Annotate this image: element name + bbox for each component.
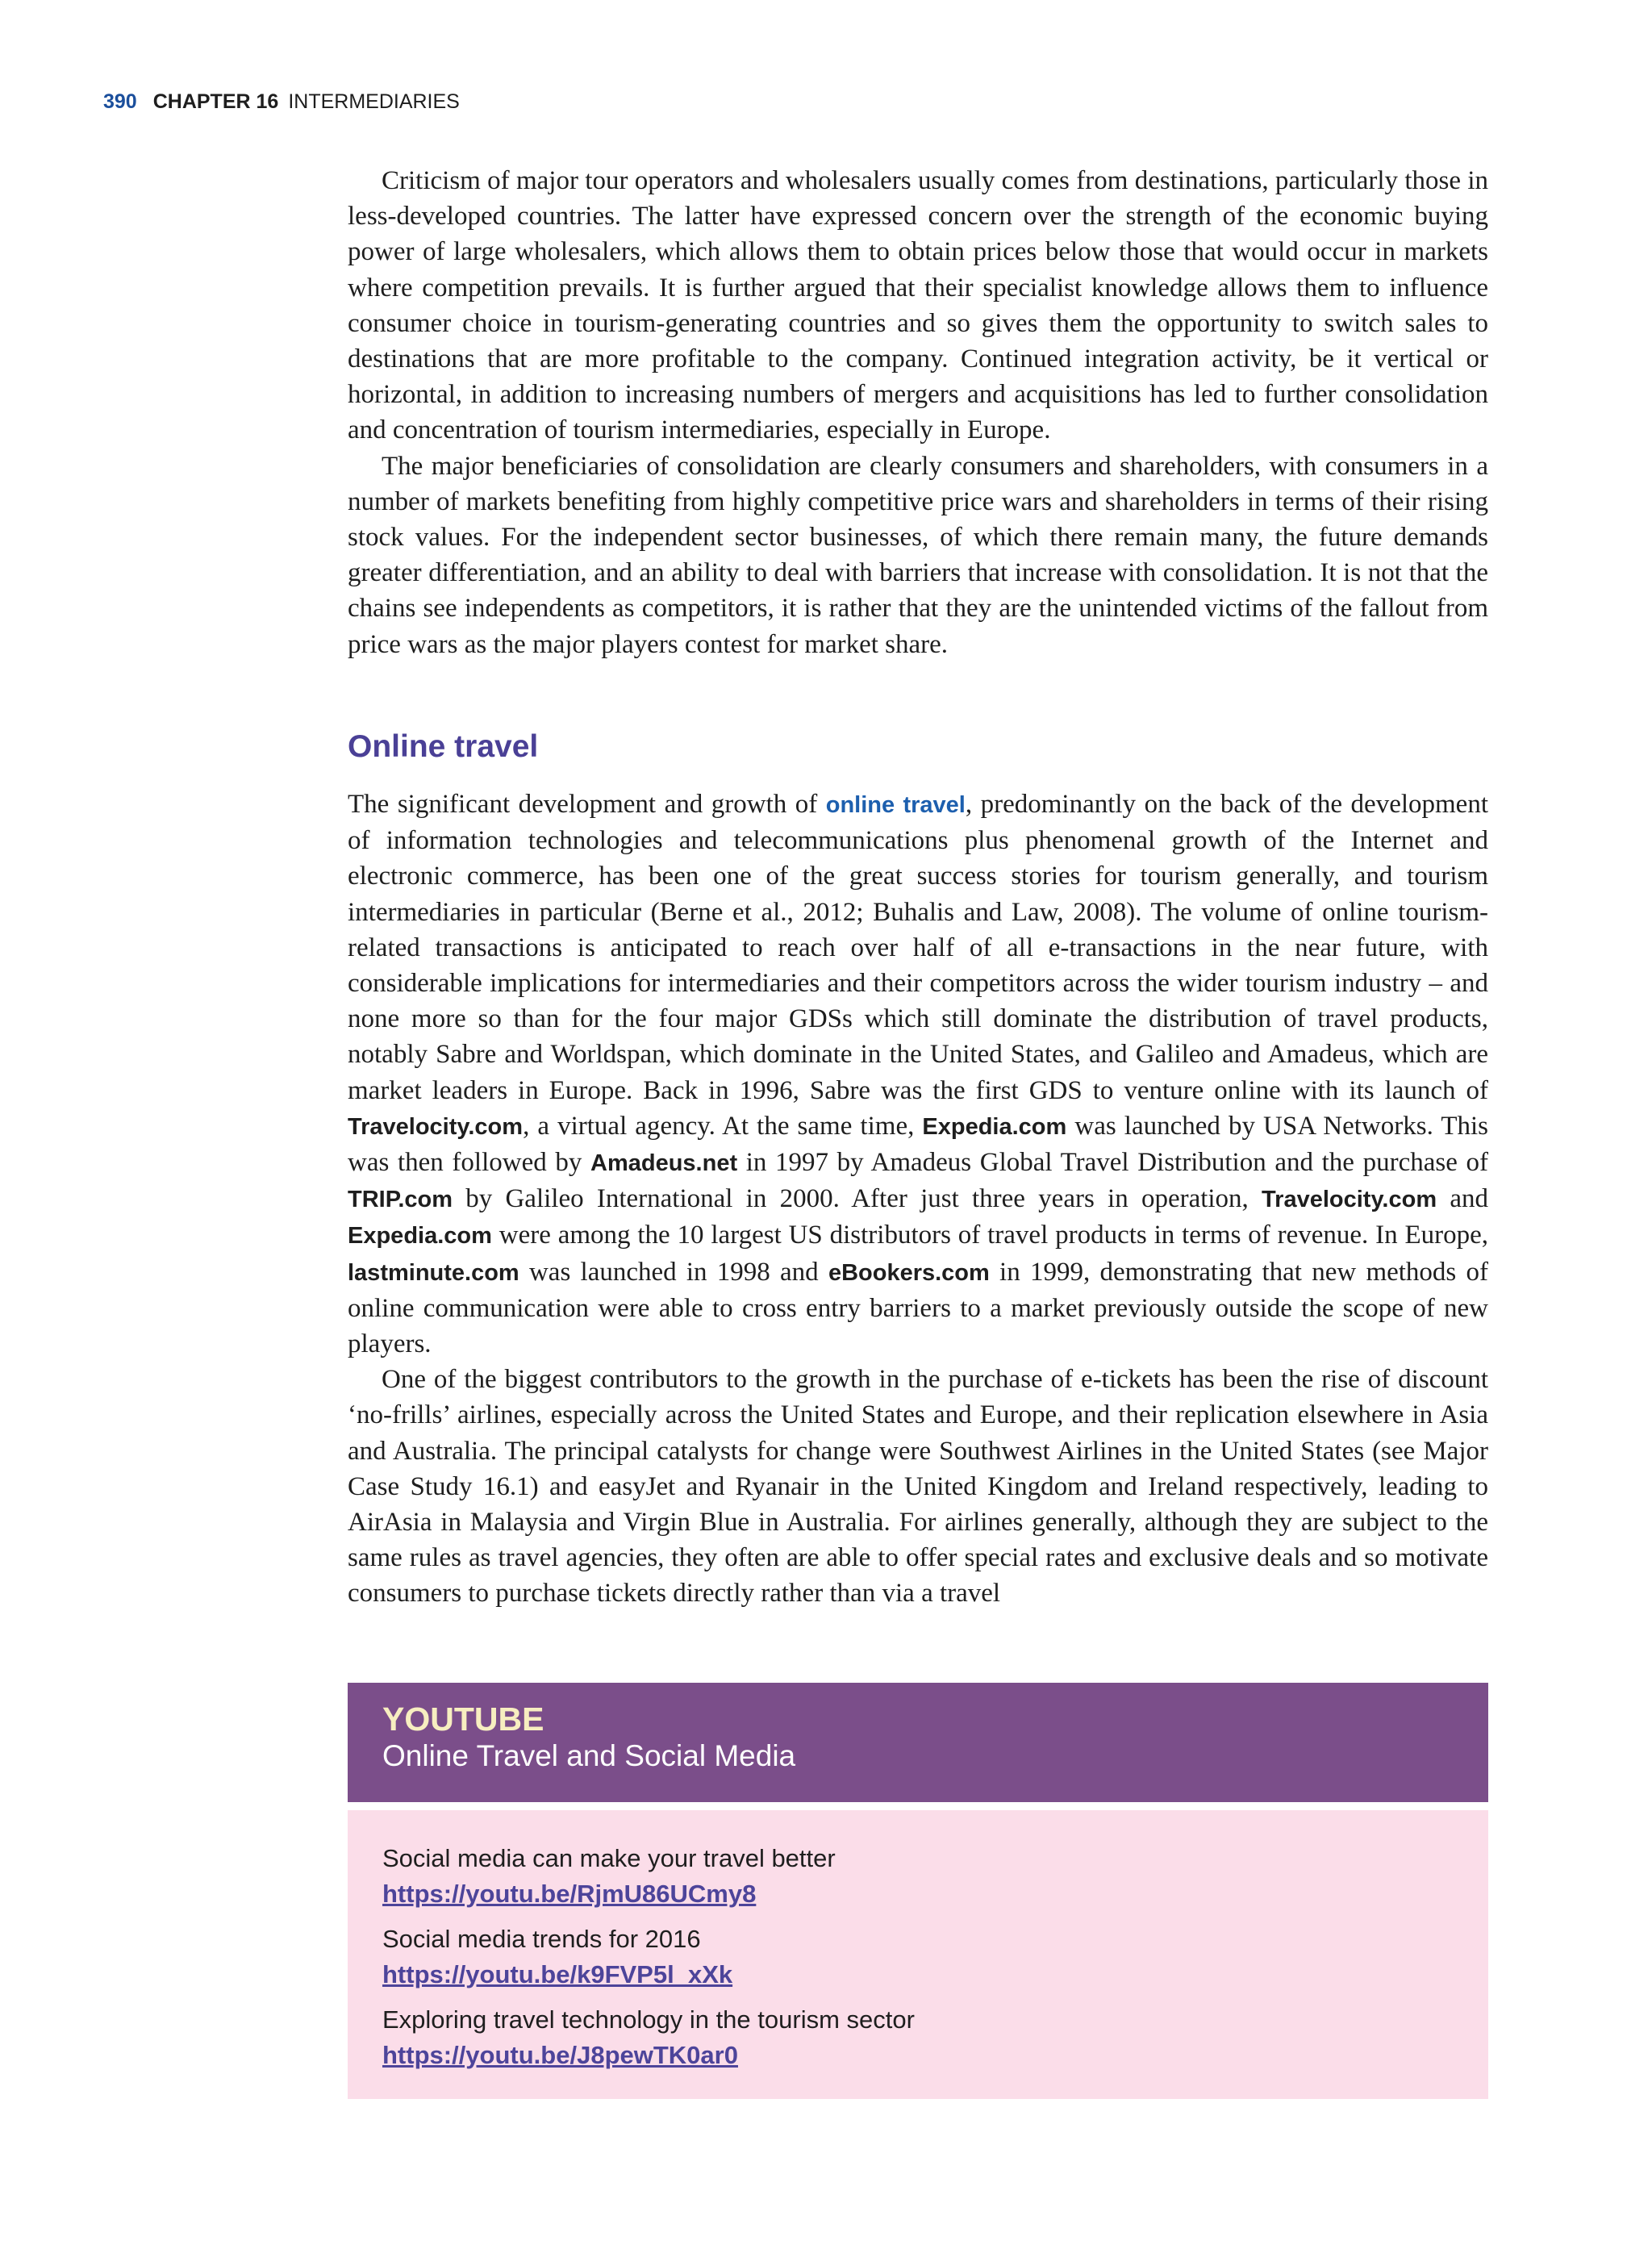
brand-travelocity: Travelocity.com (348, 1113, 524, 1140)
text-run: , a virtual agency. At the same time, (523, 1111, 923, 1141)
paragraph-beneficiaries: The major beneficiaries of consolidation are clearly consumers and shareholders, with consumers in a number of markets benefiting from highly competitive price wars and shareholders in terms of their rising stock values. For the independent sector businesses, of which there remain many, the future demands greater differentiation, and an ability to deal with barriers that increase with consolidation. It is not that the chains see independents as competitors, it is rather that they are the unintended victims of the fallout from price wars as the major players contest for market share. (348, 451, 1488, 659)
brand-lastminute: lastminute.com (348, 1259, 519, 1286)
youtube-box (348, 1683, 1488, 2099)
page-number: 390 (103, 90, 137, 113)
brand-trip: TRIP.com (348, 1187, 453, 1213)
running-head (103, 90, 460, 114)
chapter-title: INTERMEDIARIES (288, 90, 460, 113)
youtube-label: YOUTUBE (382, 1700, 544, 1738)
chapter-label: CHAPTER 16 (152, 90, 279, 113)
paragraph-criticism: Criticism of major tour operators and wholesalers usually comes from destinations, particularly those in less-developed countries. The latter have expressed concern over the strength of the economic buying power of large wholesalers, which allows them to obtain prices below those that would occur in markets where competition prevails. It is further argued that their specialist knowledge allows them to influence consumer choice in tourism-generating countries and so gives them the opportunity to switch sales to destinations that are more profitable to the company. Continued integration activity, be it vertical or horizontal, in addition to increasing numbers of mergers and acquisitions has led to further consolidation and concentration of tourism intermediaries, especially in Europe. (348, 166, 1488, 445)
text-run: in 1997 by Amadeus Global Travel Distribution and the purchase of (737, 1148, 1488, 1178)
section-online-travel (348, 787, 1488, 1612)
video-item (382, 1841, 1488, 1912)
brand-expedia: Expedia.com (922, 1113, 1067, 1140)
youtube-box-header (348, 1683, 1488, 1802)
video-item (382, 2002, 1488, 2073)
video-title: Exploring travel technology in the tourism sector (382, 2005, 915, 2034)
video-title: Social media trends for 2016 (382, 1925, 701, 1953)
brand-travelocity: Travelocity.com (1262, 1187, 1437, 1213)
video-link[interactable]: https://youtu.be/J8pewTK0ar0 (382, 2041, 738, 2069)
section-heading-online-travel: Online travel (348, 729, 539, 764)
video-link[interactable]: https://youtu.be/k9FVP5l_xXk (382, 1960, 733, 1988)
video-item (382, 1922, 1488, 1993)
text-run: was launched by USA Networks. This was then followed by (348, 1111, 1488, 1178)
text-run: were among the 10 largest US distributors of travel products in terms of revenue. In Europe, (491, 1221, 1488, 1250)
brand-ebookers: eBookers.com (828, 1259, 990, 1286)
paragraph-online-travel-growth (348, 787, 1488, 1362)
section-consolidation (348, 163, 1488, 662)
text-run: was launched in 1998 and (519, 1257, 828, 1287)
video-title: Social media can make your travel better (382, 1844, 836, 1872)
text-run: The significant development and growth of (348, 790, 826, 819)
brand-expedia: Expedia.com (348, 1223, 492, 1250)
text-run: by Galileo International in 2000. After just three years in operation, (453, 1184, 1262, 1214)
text-run: in 1999, demonstrating that new methods of online communication were able to cross entry barriers to a market previously outside the scope of new players. (348, 1257, 1489, 1359)
brand-amadeus: Amadeus.net (590, 1150, 738, 1177)
video-link[interactable]: https://youtu.be/RjmU86UCmy8 (382, 1880, 757, 1908)
text-run: , predominantly on the back of the development of information technologies and telecommunications plus phenomenal growth of the Internet and electronic commerce, has been one of the great success stories for tourism generally, and tourism intermediaries in particular (Berne et al., 2012; Buhalis and Law, 2008). The volume of online tourism-related transactions is anticipated to reach over half of all e-transactions in the near future, with considerable implications for intermediaries and their competitors across the wider tourism industry – and none more so than for the four major GDSs which still dominate the distribution of travel products, notably Sabre and Worldspan, which dominate in the United States, and Galileo and Amadeus, which are market leaders in Europe. Back in 1996, Sabre was the first GDS to venture online with its launch of (348, 790, 1488, 1105)
keyterm-online-travel: online travel (825, 792, 966, 818)
text-run: and (1437, 1184, 1488, 1214)
paragraph-no-frills-airlines: One of the biggest contributors to the growth in the purchase of e-tickets has been the rise of discount ‘no-frills’ airlines, especially across the United States and Europe, and their replication elsewhere in Asia and Australia. The principal catalysts for change were Southwest Airlines in the United States (see Major Case Study 16.1) and easyJet and Ryanair in the United Kingdom and Ireland respectively, leading to AirAsia in Malaysia and Virgin Blue in Australia. For airlines generally, although they are subject to the same rules as travel agencies, they often are able to offer special rates and exclusive deals and so motivate consumers to purchase tickets directly rather than via a travel (348, 1365, 1488, 1609)
youtube-box-title: Online Travel and Social Media (382, 1739, 796, 1772)
youtube-box-body (348, 1810, 1488, 2099)
